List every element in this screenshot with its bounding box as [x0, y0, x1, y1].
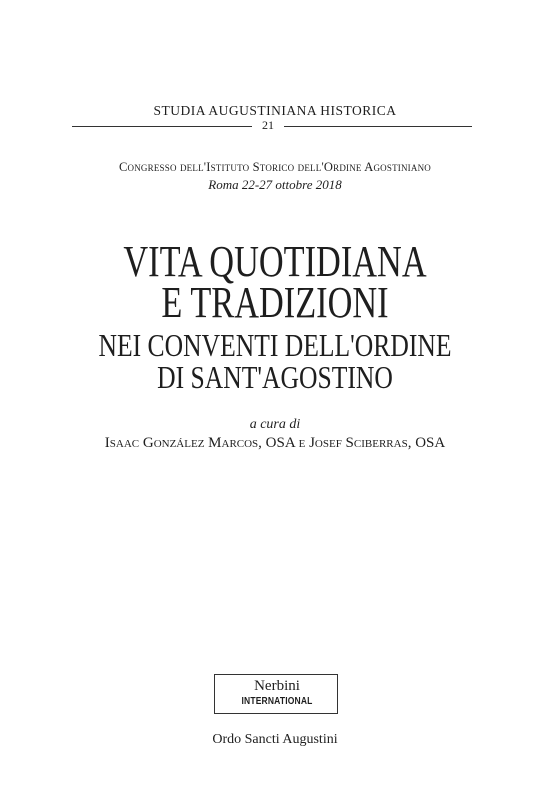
- publisher-logo-subtitle: INTERNATIONAL: [241, 696, 313, 707]
- publisher-imprint: Ordo Sancti Augustini: [212, 732, 338, 747]
- book-title-line-1: VITA QUOTIDIANA: [123, 237, 427, 286]
- book-subtitle-line-2: DI SANT'AGOSTINO: [157, 359, 393, 395]
- publisher-logo-name: Nerbini: [254, 678, 300, 694]
- congress-place-date: Roma 22-27 ottobre 2018: [208, 177, 342, 192]
- book-subtitle-line-1: NEI CONVENTI DELL'ORDINE: [98, 327, 452, 363]
- publisher-logo: [214, 674, 338, 714]
- series-rule-left: [72, 126, 252, 127]
- editor-names: Isaac González Marcos, OSA e Josef Sciberras, OSA: [104, 435, 446, 451]
- congress-title: Congresso dell'Istituto Storico dell'Ordine Agostiniano: [119, 160, 431, 174]
- series-name: STUDIA AUGUSTINIANA HISTORICA: [153, 103, 397, 118]
- editor-intro: a cura di: [249, 417, 301, 432]
- series-rule-right: [284, 126, 472, 127]
- series-number: 21: [262, 118, 274, 132]
- book-title-line-2: E TRADIZIONI: [161, 278, 389, 327]
